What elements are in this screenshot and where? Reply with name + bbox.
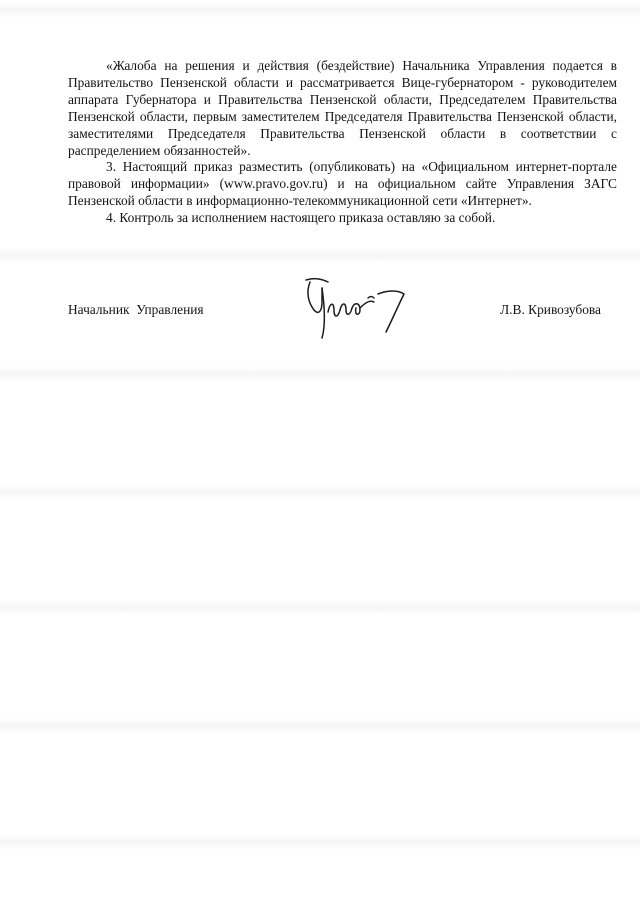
scan-artifact [0,484,640,500]
handwritten-signature [300,272,410,342]
signatory-name: Л.В. Кривозубова [500,302,601,317]
scan-artifact [0,366,640,382]
signatory-title: Начальник Управления [68,302,204,317]
signature-block [68,300,617,330]
complaint-paragraph: «Жалоба на решения и действия (бездействие) Начальника Управления подается в Правительство Пензенской области и рассматривается Вице-губернатором - руководителем аппарата Губернатора и Правительства Пензенской области, Председателем Правительства Пензенской области, первым заместителем Председателя Правительства Пензенской области, заместителями Председателя Правительства Пензенской области в соответствии с распределением обязанностей». [68,58,617,158]
scan-artifact [0,248,640,264]
scan-artifact [0,834,640,850]
scan-artifact [0,718,640,734]
scan-artifact [0,2,640,18]
scan-artifact [0,600,640,616]
publication-paragraph: 3. Настоящий приказ разместить (опубликовать) на «Официальном интернет-портале правовой информации» (www.pravo.gov.ru) и на официальном сайте Управления ЗАГС Пензенской области в информационно-телекоммуникационной сети «Интернет». [68,159,617,209]
document-body [68,58,617,227]
control-paragraph: 4. Контроль за исполнением настоящего приказа оставляю за собой. [106,210,496,226]
